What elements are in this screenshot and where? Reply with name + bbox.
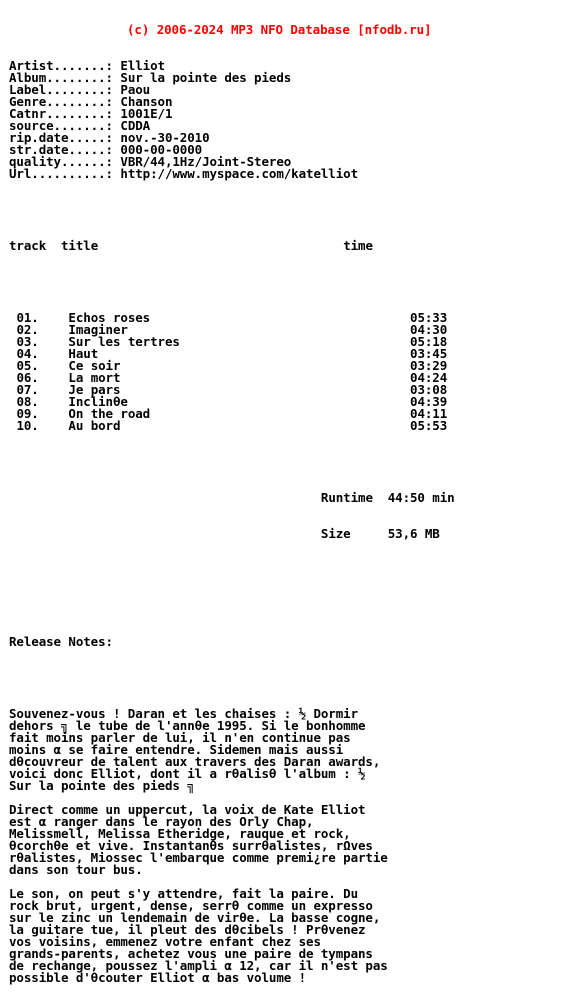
track-number: 09. xyxy=(16,406,39,421)
size-row xyxy=(9,528,579,540)
spacer xyxy=(9,204,579,216)
info-label: Catnr........: xyxy=(9,106,121,121)
note-line: Le son, on peut s'y attendre, fait la paire. Du xyxy=(9,886,359,901)
track-number: 06. xyxy=(16,370,39,385)
note-line: Melissmell, Melissa Etheridge, rauque et rock, xyxy=(9,826,351,841)
info-value: Chanson xyxy=(120,94,173,109)
info-value: VBR/44,1Hz/Joint-Stereo xyxy=(120,154,292,169)
info-label: Url..........: xyxy=(9,166,121,181)
spacer xyxy=(9,276,579,288)
track-number: 04. xyxy=(16,346,39,361)
spacer xyxy=(9,456,579,468)
release-notes xyxy=(9,708,579,984)
note-line: voici donc Elliot, dont il a rθalisθ l'album : ½ xyxy=(9,766,366,781)
note-line: θcorchθe et vive. Instantanθs surrθalistes, rΩves xyxy=(9,838,373,853)
info-value: Sur la pointe des pieds xyxy=(120,70,292,85)
track-number: 02. xyxy=(16,322,39,337)
track-number: 03. xyxy=(16,334,39,349)
release-info xyxy=(9,60,579,180)
track-number: 01. xyxy=(16,310,39,325)
info-label: Album........: xyxy=(9,70,121,85)
track-title: Inclinθe xyxy=(68,394,128,409)
tracklist xyxy=(9,312,579,432)
spacer xyxy=(9,564,579,576)
track-title: Haut xyxy=(68,346,99,361)
note-line: Sur la pointe des pieds ╗ xyxy=(9,778,195,793)
runtime-row xyxy=(9,492,579,504)
track-time: 05:53 xyxy=(410,418,448,433)
info-value: 000-00-0000 xyxy=(120,142,203,157)
track-title: Je pars xyxy=(68,382,121,397)
note-line: dans son tour bus. xyxy=(9,862,143,877)
track-time: 03:08 xyxy=(410,382,448,397)
note-line: sur le zinc un lendemain de virθe. La basse cogne, xyxy=(9,910,381,925)
info-label: str.date.....: xyxy=(9,142,121,157)
spacer xyxy=(9,672,579,684)
spacer xyxy=(9,876,579,888)
track-title: Sur les tertres xyxy=(68,334,180,349)
track-time: 04:39 xyxy=(410,394,448,409)
track-title: Imaginer xyxy=(68,322,128,337)
track-spacer xyxy=(120,418,410,433)
size-label: Size xyxy=(320,526,351,541)
note-line: vos voisins, emmenez votre enfant chez ses xyxy=(9,934,321,949)
track-number: 05. xyxy=(16,358,39,373)
track-number: 08. xyxy=(16,394,39,409)
time-column-header: time xyxy=(343,238,373,253)
track-title: On the road xyxy=(68,406,151,421)
info-value: CDDA xyxy=(120,118,151,133)
spacer xyxy=(9,600,579,612)
info-value: http://www.myspace.com/katelliot xyxy=(120,166,359,181)
track-time: 03:29 xyxy=(410,358,448,373)
track-title: Echos roses xyxy=(68,310,151,325)
info-label: quality......: xyxy=(9,154,121,169)
release-notes-heading: Release Notes: xyxy=(9,634,113,649)
runtime-label: Runtime xyxy=(320,490,373,505)
spacer xyxy=(9,792,579,804)
track-title: Ce soir xyxy=(68,358,121,373)
size-value: 53,6 MB xyxy=(387,526,440,541)
track-title: La mort xyxy=(68,370,121,385)
note-line: fait moins parler de lui, il n'en continue pas xyxy=(9,730,351,745)
info-label: rip.date.....: xyxy=(9,130,121,145)
track-title: Au bord xyxy=(68,418,121,433)
note-line: possible d'θcouter Elliot α bas volume ! xyxy=(9,970,307,985)
track-column-header: track xyxy=(9,238,47,253)
info-value: 1001E/1 xyxy=(120,106,173,121)
note-line: rθalistes, Miossec l'embarque comme premi¿re partie xyxy=(9,850,388,865)
track-time: 04:24 xyxy=(410,370,448,385)
title-column-header: title xyxy=(61,238,99,253)
info-row xyxy=(9,168,579,180)
track-row xyxy=(9,420,579,432)
runtime-value: 44:50 min xyxy=(387,490,455,505)
note-line: moins α se faire entendre. Sidemen mais aussi xyxy=(9,742,344,757)
info-label: Artist.......: xyxy=(9,58,121,73)
info-value: Elliot xyxy=(120,58,165,73)
note-line: grands-parents, achetez vous une paire de tympans xyxy=(9,946,373,961)
info-label: Label........: xyxy=(9,82,121,97)
note-line: dehors ╗ le tube de l'annθe 1995. Si le bonhomme xyxy=(9,718,366,733)
note-line: rock brut, urgent, dense, serrθ comme un expresso xyxy=(9,898,373,913)
nfo-document xyxy=(9,0,579,996)
note-line: est α ranger dans le rayon des Orly Chap, xyxy=(9,814,314,829)
track-time: 04:30 xyxy=(410,322,448,337)
track-time: 05:33 xyxy=(410,310,448,325)
info-value: Paou xyxy=(120,82,151,97)
track-time: 03:45 xyxy=(410,346,448,361)
note-line: la guitare tue, il pleut des dθcibels ! Prθvenez xyxy=(9,922,366,937)
info-value: nov.-30-2010 xyxy=(120,130,210,145)
track-number: 10. xyxy=(16,418,39,433)
note-line: Souvenez-vous ! Daran et les chaises : ½ Dormir xyxy=(9,706,359,721)
note-line: dθcouvreur de talent aux travers des Daran awards, xyxy=(9,754,381,769)
nfodb-header: (c) 2006-2024 MP3 NFO Database [nfodb.ru] xyxy=(127,22,432,37)
track-time: 04:11 xyxy=(410,406,448,421)
info-label: source.......: xyxy=(9,118,121,133)
info-label: Genre........: xyxy=(9,94,121,109)
note-line: Direct comme un uppercut, la voix de Kate Elliot xyxy=(9,802,366,817)
note-line: de rechange, poussez l'ampli α 12, car il n'est pas xyxy=(9,958,388,973)
track-number: 07. xyxy=(16,382,39,397)
tracklist-header xyxy=(9,240,579,252)
track-time: 05:18 xyxy=(410,334,448,349)
